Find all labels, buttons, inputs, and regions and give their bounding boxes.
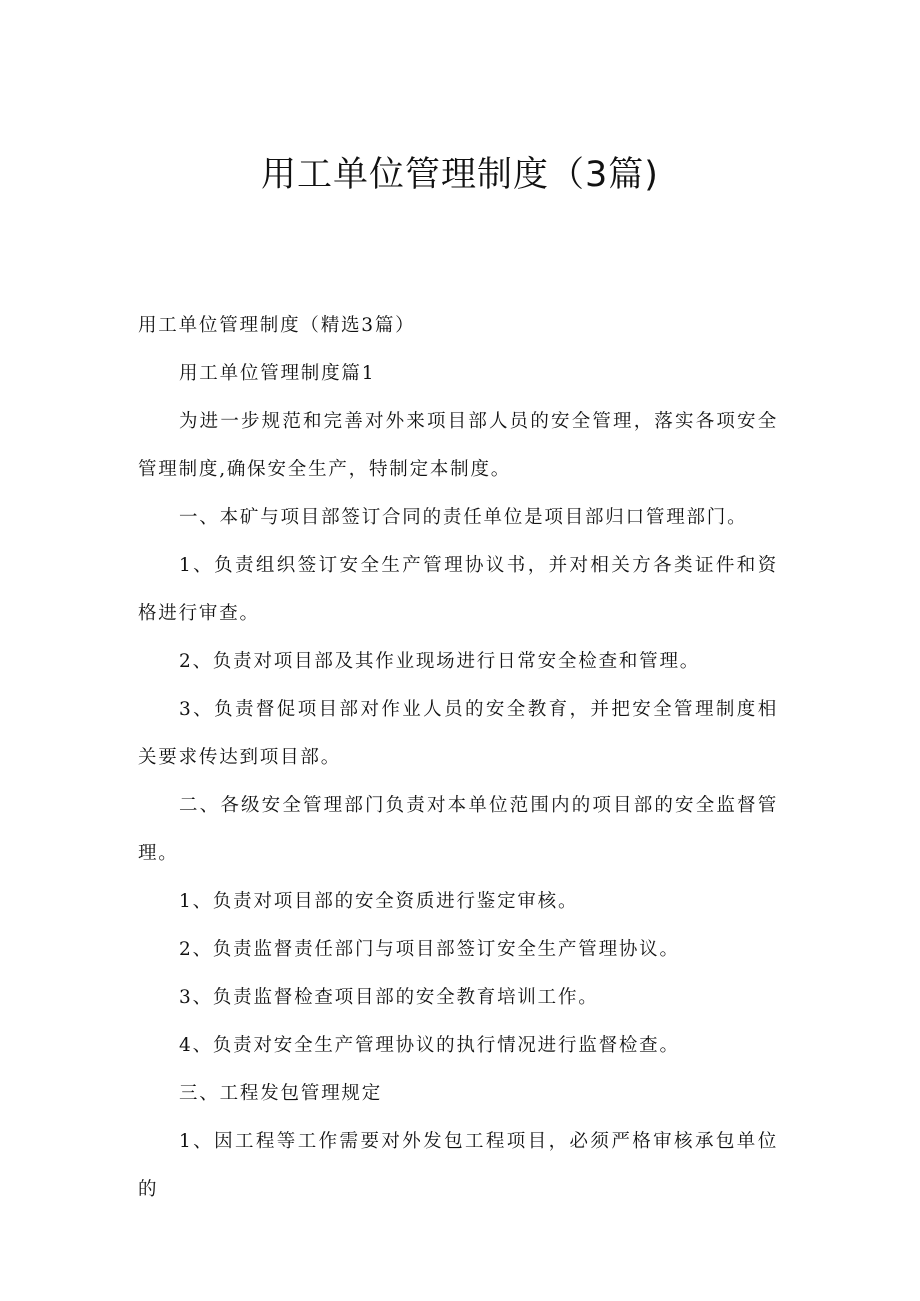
paragraph-article-2-item-1: 1、负责对项目部的安全资质进行鉴定审核。	[179, 891, 579, 912]
paragraph-section-heading: 用工单位管理制度篇1	[179, 363, 376, 384]
paragraph-article-1: 一、本矿与项目部签订合同的责任单位是项目部归口管理部门。	[179, 507, 748, 528]
paragraph-article-2-item-4: 4、负责对安全生产管理协议的执行情况进行监督检查。	[179, 1035, 680, 1056]
document-body	[138, 302, 778, 1214]
paragraph-subtitle: 用工单位管理制度（精选3篇）	[138, 315, 416, 336]
paragraph-article-2-item-3: 3、负责监督检查项目部的安全教育培训工作。	[179, 987, 599, 1008]
paragraph-article-2: 二、各级安全管理部门负责对本单位范围内的项目部的安全监督管理。	[138, 795, 778, 864]
paragraph-article-3-item-1: 1、因工程等工作需要对外发包工程项目，必须严格审核承包单位的	[138, 1131, 778, 1200]
paragraph-article-1-item-3: 3、负责督促项目部对作业人员的安全教育，并把安全管理制度相关要求传达到项目部。	[138, 699, 778, 768]
paragraph-article-3: 三、工程发包管理规定	[179, 1083, 383, 1104]
paragraph-article-1-item-2: 2、负责对项目部及其作业现场进行日常安全检查和管理。	[179, 651, 701, 672]
paragraph-intro: 为进一步规范和完善对外来项目部人员的安全管理，落实各项安全管理制度,确保安全生产，特制定本制度。	[138, 411, 778, 480]
page-title: 用工单位管理制度（3篇)	[261, 155, 659, 195]
paragraph-article-2-item-2: 2、负责监督责任部门与项目部签订安全生产管理协议。	[179, 939, 680, 960]
paragraph-article-1-item-1: 1、负责组织签订安全生产管理协议书，并对相关方各类证件和资格进行审查。	[138, 555, 778, 624]
